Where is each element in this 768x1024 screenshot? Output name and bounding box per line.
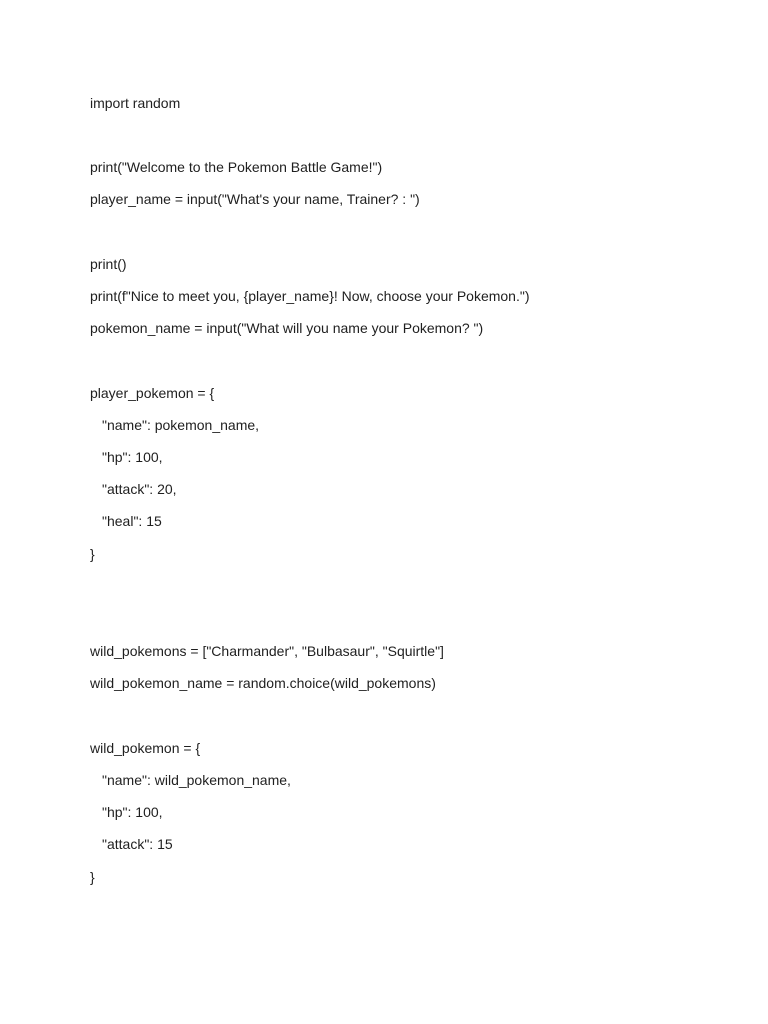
code-line: "attack": 20, <box>102 481 177 497</box>
code-line: "heal": 15 <box>102 513 162 529</box>
code-line: print(f"Nice to meet you, {player_name}! Now, choose your Pokemon.") <box>90 288 530 304</box>
code-line: print("Welcome to the Pokemon Battle Game!") <box>90 159 383 175</box>
code-line: wild_pokemon_name = random.choice(wild_pokemons) <box>90 675 436 691</box>
code-line: "attack": 15 <box>102 836 173 852</box>
code-line: } <box>90 869 95 885</box>
code-line: wild_pokemons = ["Charmander", "Bulbasaur", "Squirtle"] <box>90 643 444 659</box>
code-line: import random <box>90 95 181 111</box>
code-line: print() <box>90 256 127 272</box>
code-line: player_name = input("What's your name, Trainer? : ") <box>90 191 420 207</box>
code-line: "name": wild_pokemon_name, <box>102 772 291 788</box>
code-line: "hp": 100, <box>102 449 163 465</box>
code-line: } <box>90 546 95 562</box>
code-line: pokemon_name = input("What will you name your Pokemon? ") <box>90 320 484 336</box>
code-line: "name": pokemon_name, <box>102 417 260 433</box>
code-line: "hp": 100, <box>102 804 163 820</box>
code-line: player_pokemon = { <box>90 385 215 401</box>
code-line: wild_pokemon = { <box>90 740 201 756</box>
